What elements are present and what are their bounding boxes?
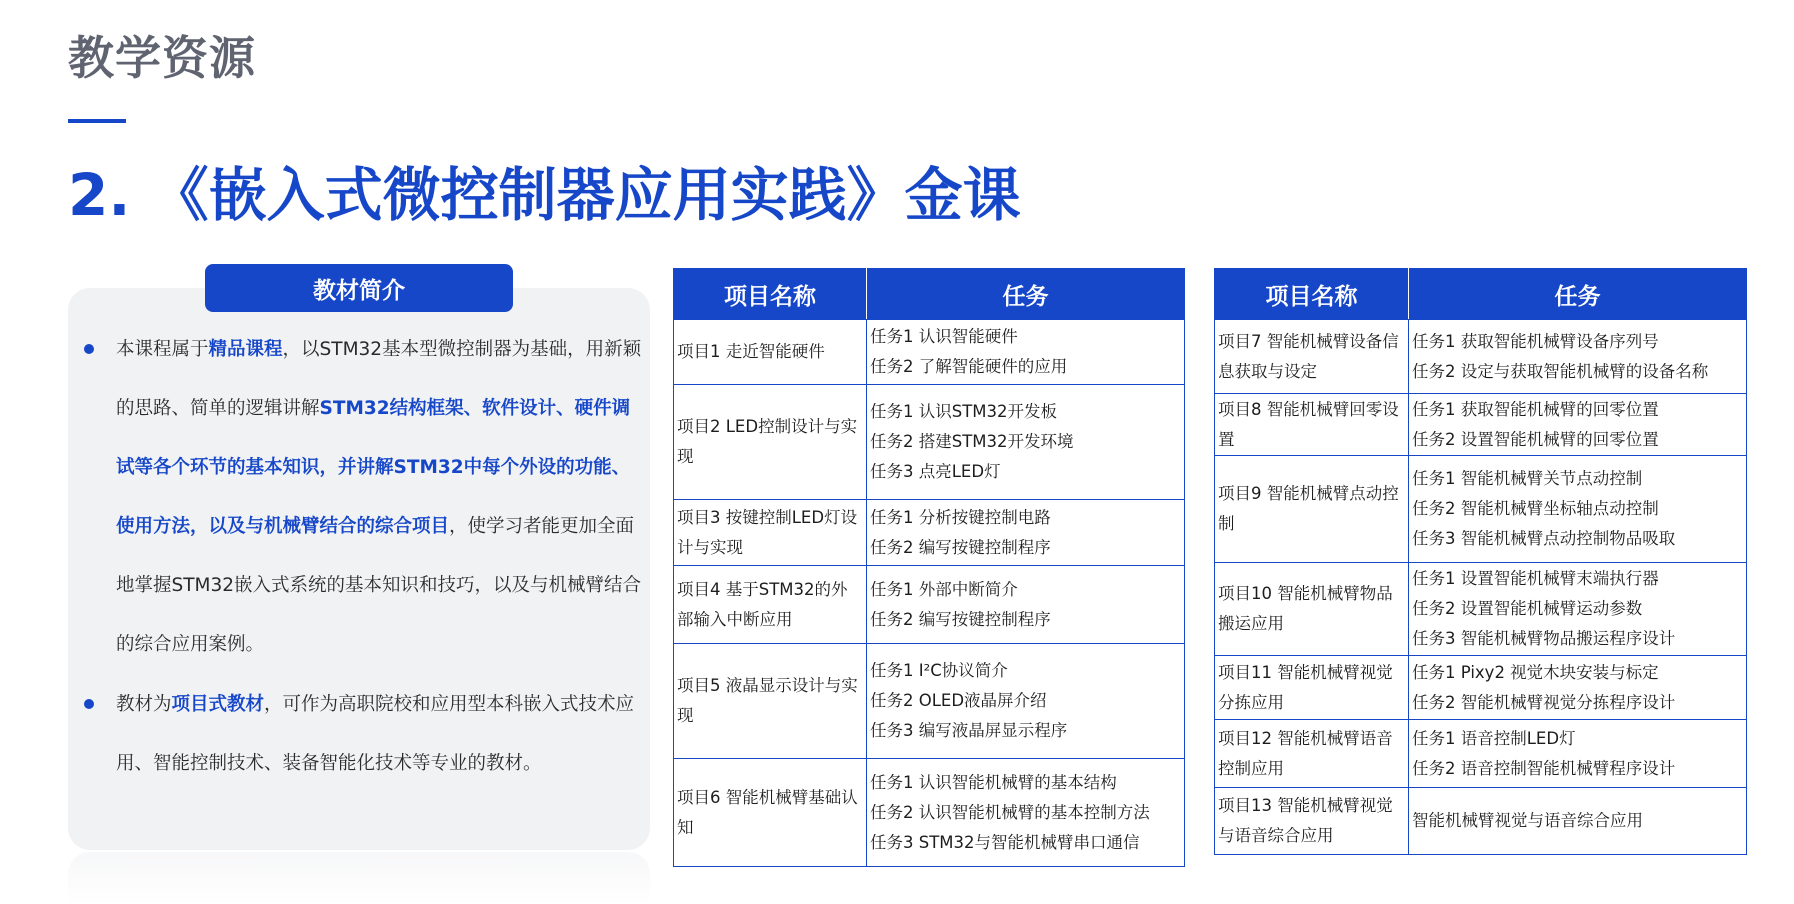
project-cell: 项目9 智能机械臂点动控制 bbox=[1215, 456, 1409, 563]
task-cell bbox=[867, 644, 1185, 759]
project-cell: 项目8 智能机械臂回零设置 bbox=[1215, 394, 1409, 456]
bullet-text: ，以STM32基本型微控制器为基础，用新颖的思路、简单的逻辑讲解 bbox=[116, 339, 642, 419]
task-cell bbox=[1409, 656, 1747, 720]
table-row bbox=[1215, 456, 1747, 563]
project-cell: 项目6 智能机械臂基础认知 bbox=[674, 759, 867, 867]
page-title: 2. 《嵌入式微控制器应用实践》金课 bbox=[68, 161, 1021, 229]
bullet-text: 教材为 bbox=[116, 694, 172, 715]
task-cell bbox=[1409, 456, 1747, 563]
task-item: 任务1 认识STM32开发板 bbox=[870, 402, 1058, 421]
task-cell bbox=[867, 320, 1185, 385]
task-item: 任务2 编写按键控制程序 bbox=[870, 537, 1051, 557]
task-item: 任务1 分析按键控制电路 bbox=[870, 507, 1051, 527]
table-row bbox=[674, 320, 1185, 385]
task-item: 任务1 语音控制LED灯 bbox=[1412, 728, 1576, 748]
bullet-dot-icon bbox=[84, 344, 94, 354]
header-project-name: 项目名称 bbox=[1215, 269, 1409, 320]
project-cell: 项目5 液晶显示设计与实现 bbox=[674, 644, 867, 759]
project-cell: 项目12 智能机械臂语音控制应用 bbox=[1215, 720, 1409, 788]
table-row bbox=[1215, 563, 1747, 656]
table-row bbox=[674, 566, 1185, 644]
table-header-row bbox=[1215, 269, 1747, 320]
task-item: 任务2 智能机械臂视觉分拣程序设计 bbox=[1412, 692, 1676, 712]
bullet-highlight: 项目式教材 bbox=[171, 694, 265, 715]
table-row bbox=[674, 385, 1185, 500]
table-row bbox=[1215, 720, 1747, 788]
task-item: 任务1 设置智能机械臂末端执行器 bbox=[1412, 569, 1659, 588]
header-tasks: 任务 bbox=[1409, 269, 1747, 320]
table-row bbox=[674, 500, 1185, 566]
intro-bullet-1 bbox=[116, 320, 646, 674]
task-item: 任务1 认识智能机械臂的基本结构 bbox=[870, 772, 1117, 792]
table-row bbox=[674, 759, 1185, 867]
task-item: 任务1 获取智能机械臂设备序列号 bbox=[1412, 331, 1659, 351]
task-cell bbox=[867, 385, 1185, 500]
header-tasks: 任务 bbox=[867, 269, 1185, 320]
table-header-row bbox=[674, 269, 1185, 320]
intro-card-reflection bbox=[68, 852, 650, 904]
project-cell: 项目3 按键控制LED灯设计与实现 bbox=[674, 500, 867, 566]
task-cell bbox=[1409, 394, 1747, 456]
task-cell bbox=[1409, 788, 1747, 855]
task-item: 任务2 设置智能机械臂的回零位置 bbox=[1412, 429, 1659, 449]
task-item: 任务1 I²C协议简介 bbox=[870, 661, 1008, 680]
project-cell: 项目1 走近智能硬件 bbox=[674, 320, 867, 385]
project-table-left bbox=[673, 268, 1185, 867]
bullet-highlight: 精品课程 bbox=[208, 339, 283, 360]
bullet-text: ，可作为高职院校和应用型本科嵌入式技术应用、智能控制技术、装备智能化技术等专业的教材。 bbox=[116, 694, 635, 774]
table-row bbox=[1215, 394, 1747, 456]
task-item: 智能机械臂视觉与语音综合应用 bbox=[1412, 811, 1643, 830]
task-item: 任务2 智能机械臂坐标轴点动控制 bbox=[1412, 499, 1659, 518]
task-item: 任务1 外部中断简介 bbox=[870, 579, 1018, 599]
project-cell: 项目4 基于STM32的外部输入中断应用 bbox=[674, 566, 867, 644]
task-item: 任务1 Pixy2 视觉木块安装与标定 bbox=[1412, 662, 1659, 682]
task-item: 任务2 设置智能机械臂运动参数 bbox=[1412, 599, 1643, 618]
project-cell: 项目7 智能机械臂设备信息获取与设定 bbox=[1215, 320, 1409, 394]
table-row bbox=[1215, 656, 1747, 720]
project-table-right bbox=[1214, 268, 1747, 855]
task-item: 任务2 了解智能硬件的应用 bbox=[870, 357, 1068, 376]
intro-badge: 教材简介 bbox=[205, 264, 513, 312]
task-cell bbox=[867, 759, 1185, 867]
section-title: 教学资源 bbox=[68, 31, 256, 85]
header-project-name: 项目名称 bbox=[674, 269, 867, 320]
task-item: 任务3 STM32与智能机械臂串口通信 bbox=[870, 832, 1140, 852]
task-item: 任务2 OLED液晶屏介绍 bbox=[870, 691, 1047, 710]
task-item: 任务3 点亮LED灯 bbox=[870, 462, 1001, 481]
task-item: 任务2 搭建STM32开发环境 bbox=[870, 432, 1074, 451]
task-item: 任务1 智能机械臂关节点动控制 bbox=[1412, 469, 1643, 488]
title-divider bbox=[68, 119, 126, 123]
bullet-dot-icon bbox=[84, 699, 94, 709]
task-cell bbox=[1409, 563, 1747, 656]
task-cell bbox=[867, 500, 1185, 566]
project-cell: 项目13 智能机械臂视觉与语音综合应用 bbox=[1215, 788, 1409, 855]
task-item: 任务2 认识智能机械臂的基本控制方法 bbox=[870, 802, 1150, 822]
task-item: 任务2 设定与获取智能机械臂的设备名称 bbox=[1412, 361, 1709, 381]
task-cell bbox=[1409, 720, 1747, 788]
task-item: 任务3 智能机械臂点动控制物品吸取 bbox=[1412, 529, 1676, 548]
table-row bbox=[1215, 320, 1747, 394]
task-item: 任务1 获取智能机械臂的回零位置 bbox=[1412, 399, 1659, 419]
project-cell: 项目2 LED控制设计与实现 bbox=[674, 385, 867, 500]
task-item: 任务3 编写液晶屏显示程序 bbox=[870, 721, 1068, 740]
intro-bullet-2 bbox=[116, 675, 646, 793]
project-cell: 项目11 智能机械臂视觉分拣应用 bbox=[1215, 656, 1409, 720]
project-cell: 项目10 智能机械臂物品搬运应用 bbox=[1215, 563, 1409, 656]
task-cell bbox=[1409, 320, 1747, 394]
bullet-text: ，使学习者能更加全面地掌握STM32嵌入式系统的基本知识和技巧，以及与机械臂结合的综合应用案例。 bbox=[116, 516, 642, 655]
table-row bbox=[1215, 788, 1747, 855]
task-item: 任务2 语音控制智能机械臂程序设计 bbox=[1412, 758, 1676, 778]
bullet-text: 本课程属于 bbox=[116, 339, 209, 360]
table-row bbox=[674, 644, 1185, 759]
task-cell bbox=[867, 566, 1185, 644]
bullet-highlight: STM32结构框架、软件设计、硬件调试等各个环节的基本知识，并讲解STM32中每个外设的功能、使用方法，以及与机械臂结合的综合项目 bbox=[116, 398, 631, 537]
task-item: 任务2 编写按键控制程序 bbox=[870, 609, 1051, 629]
task-item: 任务3 智能机械臂物品搬运程序设计 bbox=[1412, 629, 1676, 648]
task-item: 任务1 认识智能硬件 bbox=[870, 327, 1018, 346]
